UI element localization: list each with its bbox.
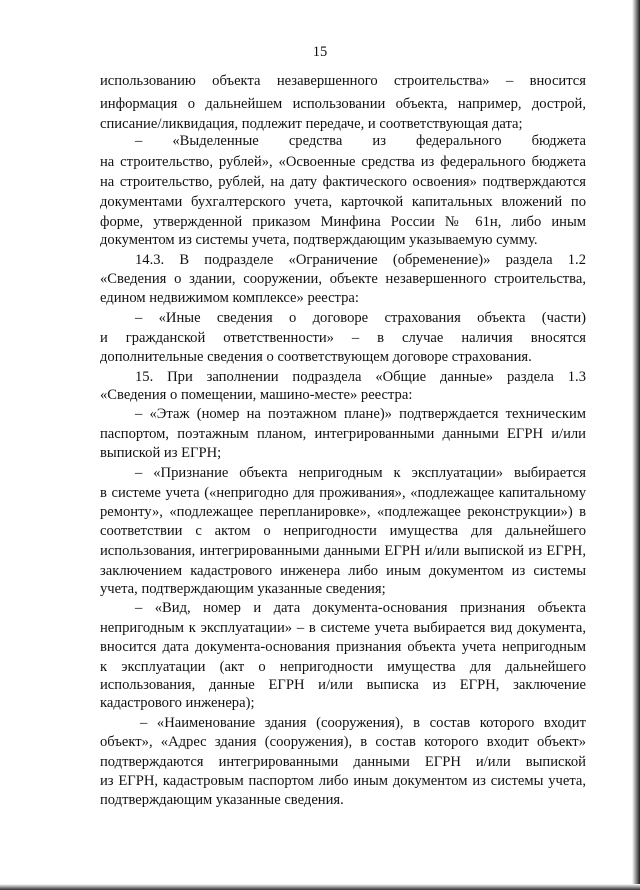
text-line: использованию объекта незавершенного строительства» – вносится [100, 73, 586, 89]
text-line: – «Признание объекта непригодным к эксплуатации» выбирается [135, 465, 586, 481]
text-line: использования, интегрированными данными ЕГРН и/или выпиской из ЕГРН, [100, 543, 586, 559]
text-line: паспортом, поэтажным планом, интегрированными данными ЕГРН и/или [100, 426, 586, 442]
text-line: ремонту», «подлежащее перепланировке», «подлежащее реконструкции») в [100, 504, 586, 520]
text-line: подтверждающим указанные сведения. [100, 792, 344, 808]
text-line: «Сведения о здании, сооружении, объекте незавершенного строительства, [100, 271, 586, 287]
text-line: из ЕГРН, кадастровым паспортом либо иным документом из системы учета, [100, 773, 586, 789]
text-line: учета, подтверждающим указанные сведения; [100, 581, 386, 597]
text-line: на строительство, рублей, на дату фактического освоения» подтверждаются [100, 174, 586, 190]
text-line: документом из системы учета, подтверждающим указываемую сумму. [100, 232, 538, 248]
text-line: едином недвижимом комплексе» реестра: [100, 290, 359, 306]
text-line: к эксплуатации (акт о непригодности имущества для дальнейшего [100, 659, 586, 675]
text-line: вносится дата документа-основания признания объекта учета непригодным [100, 639, 586, 655]
text-line: – «Этаж (номер на поэтажном плане)» подтверждается техническим [135, 406, 586, 422]
text-line: форме, утвержденной приказом Минфина России № 61н, либо иным [100, 214, 586, 230]
text-line: – «Вид, номер и дата документа-основания признания объекта [135, 600, 586, 616]
text-line: подтверждаются интегрированными данными ЕГРН и/или выпиской [100, 754, 586, 770]
text-line: – «Наименование здания (сооружения), в состав которого входит [140, 715, 586, 731]
text-line: соответствии с актом о непригодности имущества для дальнейшего [100, 523, 586, 539]
text-line: – «Выделенные средства из федерального бюджета [135, 133, 586, 149]
text-line: кадастрового инженера); [100, 695, 255, 711]
text-line: документами бухгалтерского учета, карточкой капитальных вложений по [100, 194, 586, 210]
text-line: – «Иные сведения о договоре страхования объекта (части) [135, 310, 586, 326]
text-line: 14.3. В подразделе «Ограничение (обременение)» раздела 1.2 [135, 252, 586, 268]
text-line: объект», «Адрес здания (сооружения), в состав которого входит объект» [100, 734, 586, 750]
text-line: использования, данные ЕГРН и/или выписка из ЕГРН, заключение [100, 677, 586, 693]
text-line: 15. При заполнении подраздела «Общие данные» раздела 1.3 [135, 369, 586, 385]
page-number: 15 [312, 44, 328, 60]
text-line: на строительство, рублей», «Освоенные средства из федерального бюджета [100, 154, 586, 170]
text-line: «Сведения о помещении, машино-месте» реестра: [100, 387, 413, 403]
text-line: списание/ликвидация, подлежит передаче, и соответствующая дата; [100, 116, 523, 132]
text-line: заключением кадастрового инженера либо иным документом из системы [100, 563, 586, 579]
text-line: в системе учета («непригодно для проживания», «подлежащее капитальному [100, 485, 586, 501]
text-line: выпиской из ЕГРН; [100, 445, 222, 461]
text-line: непригодным к эксплуатации» – в системе учета выбирается вид документа, [100, 620, 586, 636]
text-line: дополнительные сведения о соответствующем договоре страхования. [100, 349, 532, 365]
text-line: и гражданской ответственности» – в случае наличия вносятся [100, 330, 586, 346]
scan-shadow-bottom [0, 884, 640, 890]
text-line: информация о дальнейшем использовании объекта, например, дострой, [100, 96, 586, 112]
scan-shadow-right [632, 0, 640, 890]
